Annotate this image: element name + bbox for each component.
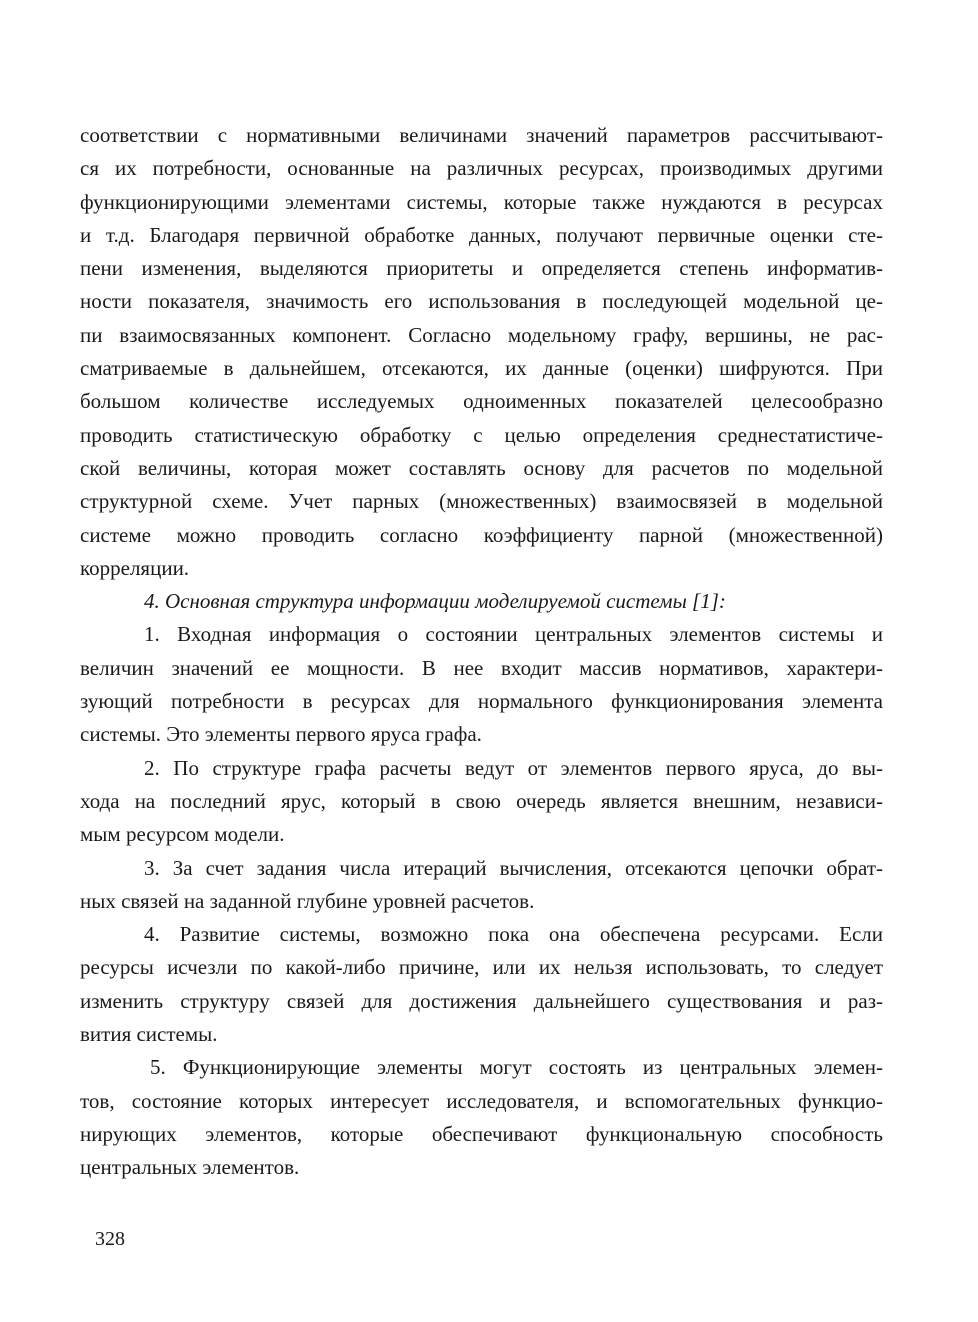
text-line: нирующих элементов, которые обеспечивают функциональную способность (80, 1121, 883, 1146)
text-line: пи взаимосвязанных компонент. Согласно модельному графу, вершины, не рас- (80, 322, 883, 347)
text-line: 2. По структуре графа расчеты ведут от элементов первого яруса, до вы- (144, 755, 883, 780)
body-text (80, 119, 883, 1185)
text-line: ской величины, которая может составлять основу для расчетов по модельной (80, 455, 883, 480)
text-line: соответствии с нормативными величинами значений параметров рассчитывают- (80, 123, 883, 147)
text-line: вития системы. (80, 1022, 218, 1047)
text-line: большом количестве исследуемых одноименных показателей целесообразно (80, 389, 883, 414)
section-heading: 4. Основная структура информации моделируемой системы [1]: (144, 589, 726, 614)
text-line: и т.д. Благодаря первичной обработке данных, получают первичные оценки сте- (80, 222, 883, 247)
text-line: 3. За счет задания числа итераций вычисления, отсекаются цепочки обрат- (144, 855, 883, 880)
text-line: системы. Это элементы первого яруса графа. (80, 722, 482, 747)
text-line: пени изменения, выделяются приоритеты и определяется степень информатив- (80, 256, 883, 281)
list-item-3 (80, 852, 883, 919)
list-item-2 (80, 752, 883, 852)
text-line: тов, состояние которых интересует исследователя, и вспомогательных функцио- (80, 1088, 883, 1113)
text-line: ных связей на заданной глубине уровней расчетов. (80, 888, 535, 913)
text-line: ности показателя, значимость его использования в последующей модельной це- (80, 289, 883, 314)
text-line: мым ресурсом модели. (80, 822, 285, 847)
text-line: проводить статистическую обработку с целью определения среднестатистиче- (80, 422, 883, 447)
page-number: 328 (95, 1228, 125, 1250)
text-line: изменить структуру связей для достижения дальнейшего существования и раз- (80, 988, 883, 1013)
intro-paragraph (80, 119, 883, 585)
text-line: центральных элементов. (80, 1155, 300, 1180)
list-item-5 (80, 1051, 883, 1184)
text-line: 4. Развитие системы, возможно пока она обеспечена ресурсами. Если (144, 922, 883, 947)
list-item-1 (80, 618, 883, 751)
text-line: величин значений ее мощности. В нее входит массив нормативов, характери- (80, 655, 883, 680)
text-line: сматриваемые в дальнейшем, отсекаются, их данные (оценки) шифруются. При (80, 356, 883, 381)
text-line: системе можно проводить согласно коэффициенту парной (множественной) (80, 522, 883, 547)
text-line: ресурсы исчезли по какой-либо причине, или их нельзя использовать, то следует (80, 955, 883, 980)
text-line: 5. Функционирующие элементы могут состоять из центральных элемен- (150, 1055, 883, 1080)
text-line: структурной схеме. Учет парных (множественных) взаимосвязей в модельной (80, 489, 883, 514)
text-line: функционирующими элементами системы, которые также нуждаются в ресурсах (80, 189, 883, 214)
text-line: 1. Входная информация о состоянии центральных элементов системы и (144, 622, 883, 647)
text-line: корреляции. (80, 555, 190, 580)
text-line: зующий потребности в ресурсах для нормального функционирования элемента (80, 689, 883, 714)
list-item-4 (80, 918, 883, 1051)
text-line: ся их потребности, основанные на различных ресурсах, производимых другими (80, 156, 883, 181)
text-line: хода на последний ярус, который в свою очередь является внешним, независи- (80, 788, 883, 813)
